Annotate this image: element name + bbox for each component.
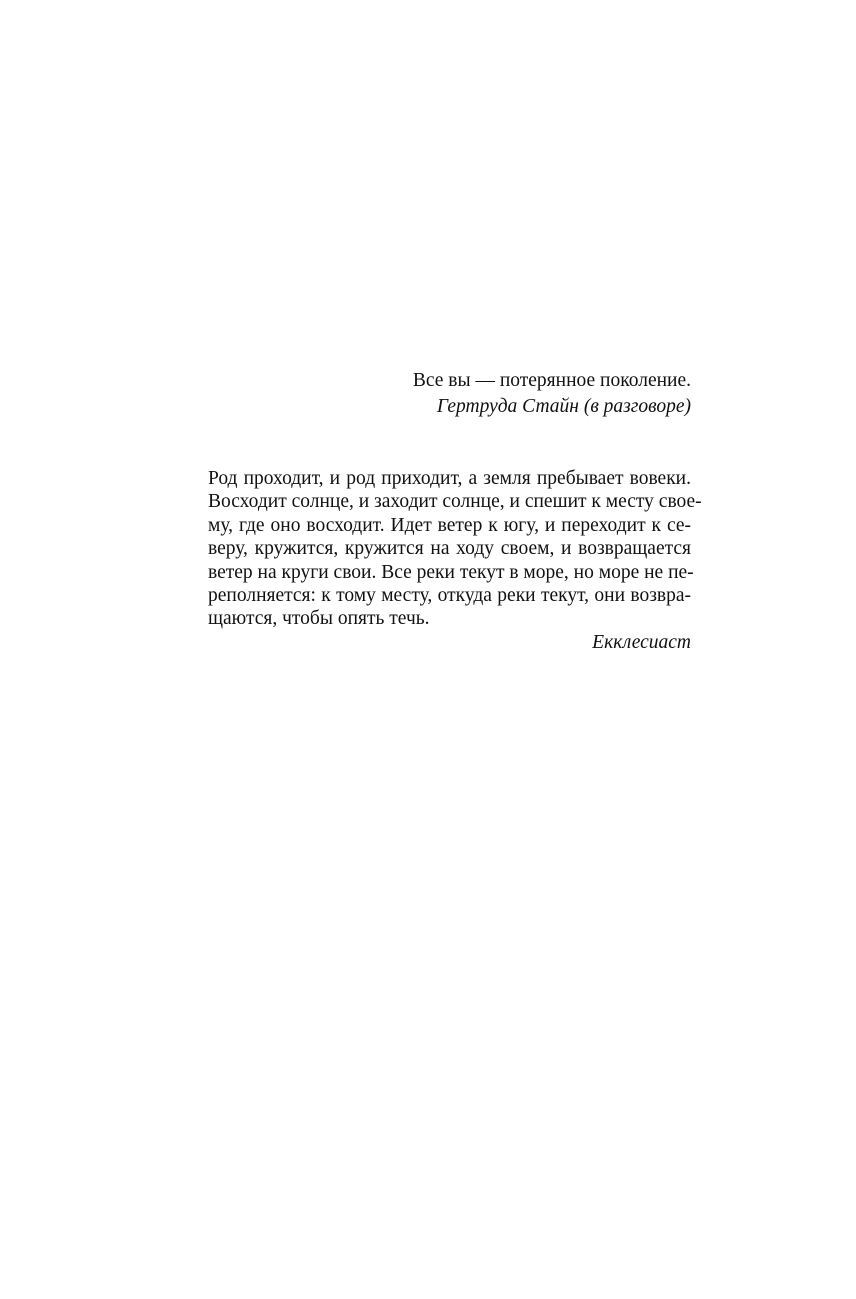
epigraph-stein <box>208 368 691 420</box>
epigraph-ecclesiastes <box>208 467 702 654</box>
epigraph-attribution: Гертруда Стайн (в разговоре) <box>436 396 691 417</box>
epigraph-line: реполняется: к тому месту, откуда реки текут, они возвра- <box>208 585 691 607</box>
epigraph-quote: Все вы — потерянное поколение. <box>412 370 691 391</box>
epigraph-line: Восходит солнце, и заходит солнце, и спешит к месту свое- <box>208 491 702 513</box>
epigraph-line: щаются, чтобы опять течь. <box>208 608 430 630</box>
epigraph-line: веру, кружится, кружится на ходу своем, и возвращается <box>208 538 691 560</box>
epigraph-line: Род проходит, и род приходит, а земля пребывает вовеки. <box>208 468 691 489</box>
epigraph-line: му, где оно восходит. Идет ветер к югу, и переходит к се- <box>208 514 691 536</box>
epigraph-attribution: Екклесиаст <box>592 631 691 653</box>
epigraph-line: ветер на круги свои. Все реки текут в море, но море не пе- <box>208 561 694 583</box>
